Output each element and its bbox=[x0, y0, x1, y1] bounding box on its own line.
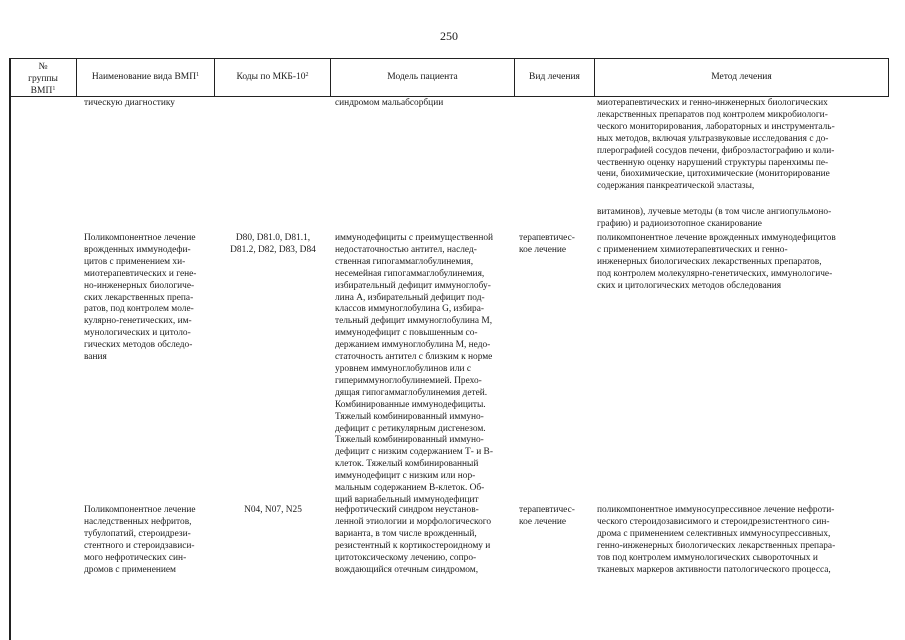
row-0-treatment-method: миотерапевтических и генно-инженерных биологических лекарственных препаратов под контролем микробиологи- ческого мониторирования, лабораторных и инструменталь- ных методов, включая ультразвуковые исследования с до- плерографией сосудов печени, фиброэластографию и коли- чественную оценку нарушений структуры паренхимы пе- чени, биохимические, цитохимические (мониторирование содержания панкреатической эластазы, bbox=[597, 98, 835, 192]
row-0-vmp-name: тическую диагностику bbox=[84, 98, 175, 108]
page-number: 250 bbox=[440, 29, 458, 43]
row-1-icd-codes: D80, D81.0, D81.1, D81.2, D82, D83, D84 bbox=[230, 233, 316, 255]
left-margin-rule bbox=[9, 58, 11, 640]
row-1-treatment-type: терапевтичес- кое лечение bbox=[519, 233, 575, 255]
row-1-patient-model: иммунодефициты с преимущественной недостаточностью антител, наслед- ственная гипогаммаглобулинемия, несемейная гипогаммаглобулинемия, избирательный дефицит иммуноглобу- лина А, избирательный дефицит под- классов иммуноглобулина G, избира- тельный дефицит иммуноглобулина М, иммунодефицит с повышенным со- держанием иммуноглобулина М, недо- статочность антител с близким к норме уровнем иммуноглобулинов или с гипериммуноглобулинемией. Прехо- дящая гипогаммаглобулинемия детей. Комбинированные иммунодефициты. Тяжелый комбинированный иммуно- дефицит с ретикулярным дисгенезом. Тяжелый комбинированный иммуно- дефицит с низким содержанием Т- и В- клеток. Тяжелый комбинированный иммунодефицит с низким или нор- мальным содержанием В-клеток. Об- щий вариабельный иммунодефицит bbox=[335, 233, 494, 505]
row-1-vmp-name: Поликомпонентное лечение врожденных иммунодефи- цитов с применением хи- миотерапевтических и гене- но-инженерных биологиче- ских лекарственных препа- ратов, под контролем моле- кулярно-генетических, им- мунологических и цитоло- гических методов обследо- вания bbox=[84, 233, 197, 363]
table-right-rule bbox=[888, 58, 889, 96]
row-1-treatment-method: поликомпонентное лечение врожденных иммунодефицитов с применением химиотерапевтических и генно- инженерных биологических лекарственных препаратов, под контролем молекулярно-генетических, иммунологиче- ских и цитологических методов обследования bbox=[597, 233, 836, 291]
header-group-number: № группы ВМП$^1$ bbox=[28, 62, 58, 96]
table-top-rule bbox=[9, 58, 889, 59]
row-2-icd-codes: N04, N07, N25 bbox=[244, 505, 302, 515]
row-2-treatment-type: терапевтичес- кое лечение bbox=[519, 505, 575, 527]
header-vmp-name: Наименование вида ВМП$^1$ bbox=[91, 72, 200, 82]
row-0-patient-model: синдромом мальабсорбции bbox=[335, 98, 444, 108]
header-treatment-method: Метод лечения bbox=[711, 72, 772, 82]
row-2-vmp-name: Поликомпонентное лечение наследственных нефритов, тубулопатий, стероидрези- стентного и стероидзависи- мого нефротических син- дромов с применением bbox=[84, 505, 196, 575]
row-2-treatment-method: поликомпонентное иммуносупрессивное лечение нефроти- ческого стероидозависимого и стероидрезистентного син- дрома с применением селективных иммуносупрессивных, генно-инженерных биологических лекарственных препара- тов под контролем иммунологических сывороточных и тканевых маркеров активности патологического процесса, bbox=[597, 505, 836, 575]
row-2-patient-model: нефротический синдром неустанов- ленной этиологии и морфологического варианта, в том числе врожденный, резистентный к кортикостероидному и цитотоксическому лечению, сопро- вождающийся отечным синдромом, bbox=[335, 505, 492, 575]
row-0-treatment-method-continued: витаминов), лучевые методы (в том числе ангиопульмоно- графию) и радиоизотопное сканирование bbox=[597, 207, 832, 229]
header-icd-codes: Коды по МКБ-$10^2$ bbox=[236, 72, 309, 82]
header-bottom-rule bbox=[9, 96, 889, 97]
header-patient-model: Модель пациента bbox=[387, 72, 458, 82]
header-treatment-type: Вид лечения bbox=[529, 72, 580, 82]
